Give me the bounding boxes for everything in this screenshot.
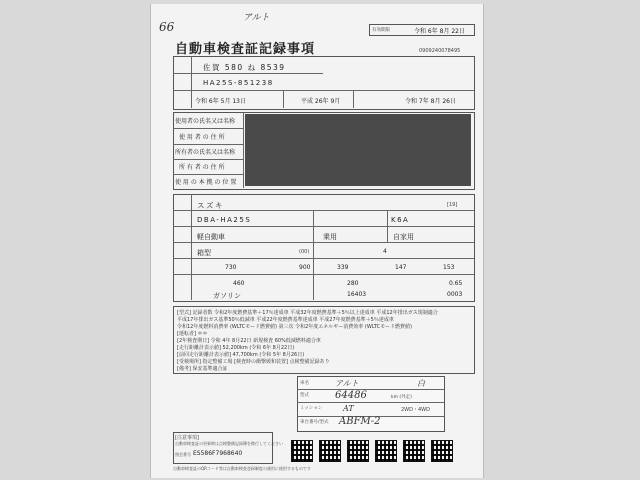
capacity: 4 <box>383 248 387 255</box>
owner-label-2: 使 用 者 の 住 所 <box>179 134 225 141</box>
vin: HA25S-851238 <box>203 79 274 87</box>
document-number: 0909240078495 <box>419 48 461 54</box>
redaction-block <box>245 114 471 186</box>
displacement: 460 <box>233 280 245 287</box>
engine-cc: 280 <box>347 280 359 287</box>
gross-weight: 900 <box>299 264 311 271</box>
qr-code-1 <box>291 440 313 462</box>
car-name: アルト <box>335 379 359 388</box>
inspection-document <box>150 4 484 478</box>
handwritten-number: 66 <box>159 20 175 34</box>
vehicle-class: 軽自動車 <box>197 233 225 241</box>
license-plate: 佐賀 580 ね 8539 <box>203 63 286 72</box>
owner-label-1: 使用者の氏名又は名称 <box>175 118 236 125</box>
qr-code-2 <box>319 440 341 462</box>
remarks-list <box>177 309 469 372</box>
mileage-unit: km (外走) <box>391 395 412 400</box>
reference-label: 照会番号 <box>175 452 191 457</box>
vehicle-weight: 730 <box>225 264 237 271</box>
axle-count: 0003 <box>447 291 463 298</box>
disclaimer: 自動車検査証のQRコード等は自動車検査登録制度の運用に使用するものです <box>173 466 311 471</box>
private-use: 自家用 <box>393 233 414 241</box>
remarks-line: [備考] 保安基準適合証 <box>177 366 228 372</box>
inspection-date: 令和 6年 5月 13日 <box>195 98 246 105</box>
page-title: 自動車検査証記録事項 <box>175 42 316 57</box>
make: スズキ <box>197 201 224 210</box>
model-code: DBA-HA25S <box>197 216 252 224</box>
engine-code: K6A <box>391 216 410 224</box>
car-label-name: 車名 <box>300 381 309 386</box>
frame-number: 16403 <box>347 291 367 298</box>
remarks-line: [受検場所] 指定整備工場 [検査時の衝撃緩和装置] 点検整備記録あり <box>177 359 330 365</box>
notes-text: 自動車検査証の更新時は点検整備記録簿を携行してください <box>175 441 283 446</box>
make-code: [19] <box>447 202 458 208</box>
car-label-transmission: ミッション <box>300 406 323 411</box>
owner-label-3: 所有者の氏名又は名称 <box>175 149 236 156</box>
qr-code-5 <box>403 440 425 462</box>
length: 339 <box>337 264 349 271</box>
body-type: 箱型 <box>197 249 211 257</box>
height: 147 <box>395 264 407 271</box>
car-color: 白 <box>417 379 425 388</box>
remarks-line: 平成17年排出ガス基準50％低減車 平成22年度燃費基準達成車 平成27年度燃費基準＋5％達成車 <box>177 317 394 323</box>
car-label-model: 型式 <box>300 393 309 398</box>
body-code: (00) <box>299 249 310 255</box>
owner-label-4: 所 有 者 の 住 所 <box>179 164 225 171</box>
width: 153 <box>443 264 455 271</box>
reference-code: ES586F7968640 <box>193 450 243 457</box>
validity-label: 有効期限 <box>372 28 390 33</box>
remarks-line: [2年検査期日] 令和 4年 8月22日 新規検査 60%低減燃料適合車 <box>177 338 321 344</box>
validity-date: 令和 6年 8月 22日 <box>414 28 465 35</box>
car-transmission: AT <box>343 404 354 413</box>
remarks-line: [前回走行距離計表示値] 47,700km (令和 5年 8月26日) <box>177 352 305 358</box>
fuel-type: ガソリン <box>213 292 241 300</box>
car-chassis: ABFM-2 <box>339 416 381 427</box>
notes-heading: [注意事項] <box>175 435 199 441</box>
car-label-chassis: 車台番号/型式 <box>300 420 329 425</box>
owner-label-5: 使 用 の 本 拠 の 位 置 <box>175 179 237 186</box>
drive-type: 2WD・4WD <box>401 407 430 413</box>
validity-box <box>369 24 475 36</box>
handwritten-model: アルト <box>243 13 270 23</box>
car-mileage: 64486 <box>335 390 367 401</box>
remarks-line: [型式] 記録者数 令和2年度燃費基準＋17％達成車 平成32年度燃費基準＋5％以上達成車 平成12年排出ガス規制適合 <box>177 310 438 316</box>
remarks-line: [走行距離計表示値] 52,200km (令和 6年 8月22日) <box>177 345 295 351</box>
expiry-date: 令和 7年 8月 26日 <box>405 98 456 105</box>
vehicle-use: 乗用 <box>323 233 337 241</box>
remarks-line: [運転者] ＊＊ <box>177 331 208 337</box>
qr-code-3 <box>347 440 369 462</box>
first-registration: 平成 26年 9月 <box>301 98 341 105</box>
fuel-disp: 0.65 <box>449 280 463 287</box>
qr-code-4 <box>375 440 397 462</box>
remarks-line: 令和12年度燃料消費率 (WLTCモード燃費値) 第三次 令和2年度エネルギー消費効率 (WLTCモード燃費値) <box>177 324 412 330</box>
qr-code-6 <box>431 440 453 462</box>
